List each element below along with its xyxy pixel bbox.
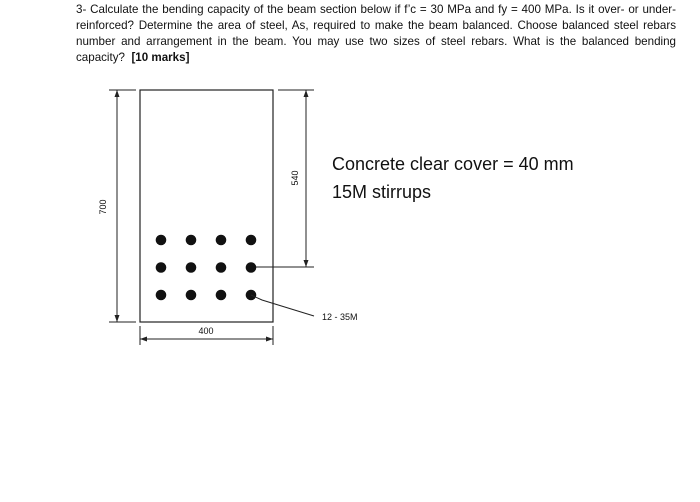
rebar xyxy=(246,262,257,273)
question-body: 3- Calculate the bending capacity of the beam section below if f’c = 30 MPa and fy = 400 MPa. Is it over- or under-reinforced? Determine the area of steel, As, required to make the beam balanced. Choose balanced steel rebars number and arrangement in the beam. You may use two sizes of steel rebars. What is the balanced bending capacity? xyxy=(76,3,676,64)
rebar-label: 12 - 35M xyxy=(322,312,358,322)
rebar xyxy=(216,235,227,246)
question-marks: [10 marks] xyxy=(131,51,190,64)
rebar-leader xyxy=(251,295,314,316)
rebar xyxy=(216,262,227,273)
rebar xyxy=(186,262,197,273)
stirrup-note: 15M stirrups xyxy=(332,182,432,202)
rebar xyxy=(216,290,227,301)
rebar xyxy=(156,290,167,301)
rebar-group xyxy=(156,235,257,301)
rebar xyxy=(156,235,167,246)
rebar xyxy=(186,235,197,246)
rebar xyxy=(186,290,197,301)
total-depth-dimension xyxy=(109,90,136,322)
width-label: 400 xyxy=(198,326,214,336)
effective-depth-label: 540 xyxy=(290,170,300,186)
rebar xyxy=(156,262,167,273)
total-depth-label: 700 xyxy=(98,199,108,215)
rebar xyxy=(246,235,257,246)
cover-note: Concrete clear cover = 40 mm xyxy=(332,154,574,174)
beam-outline xyxy=(140,90,273,322)
